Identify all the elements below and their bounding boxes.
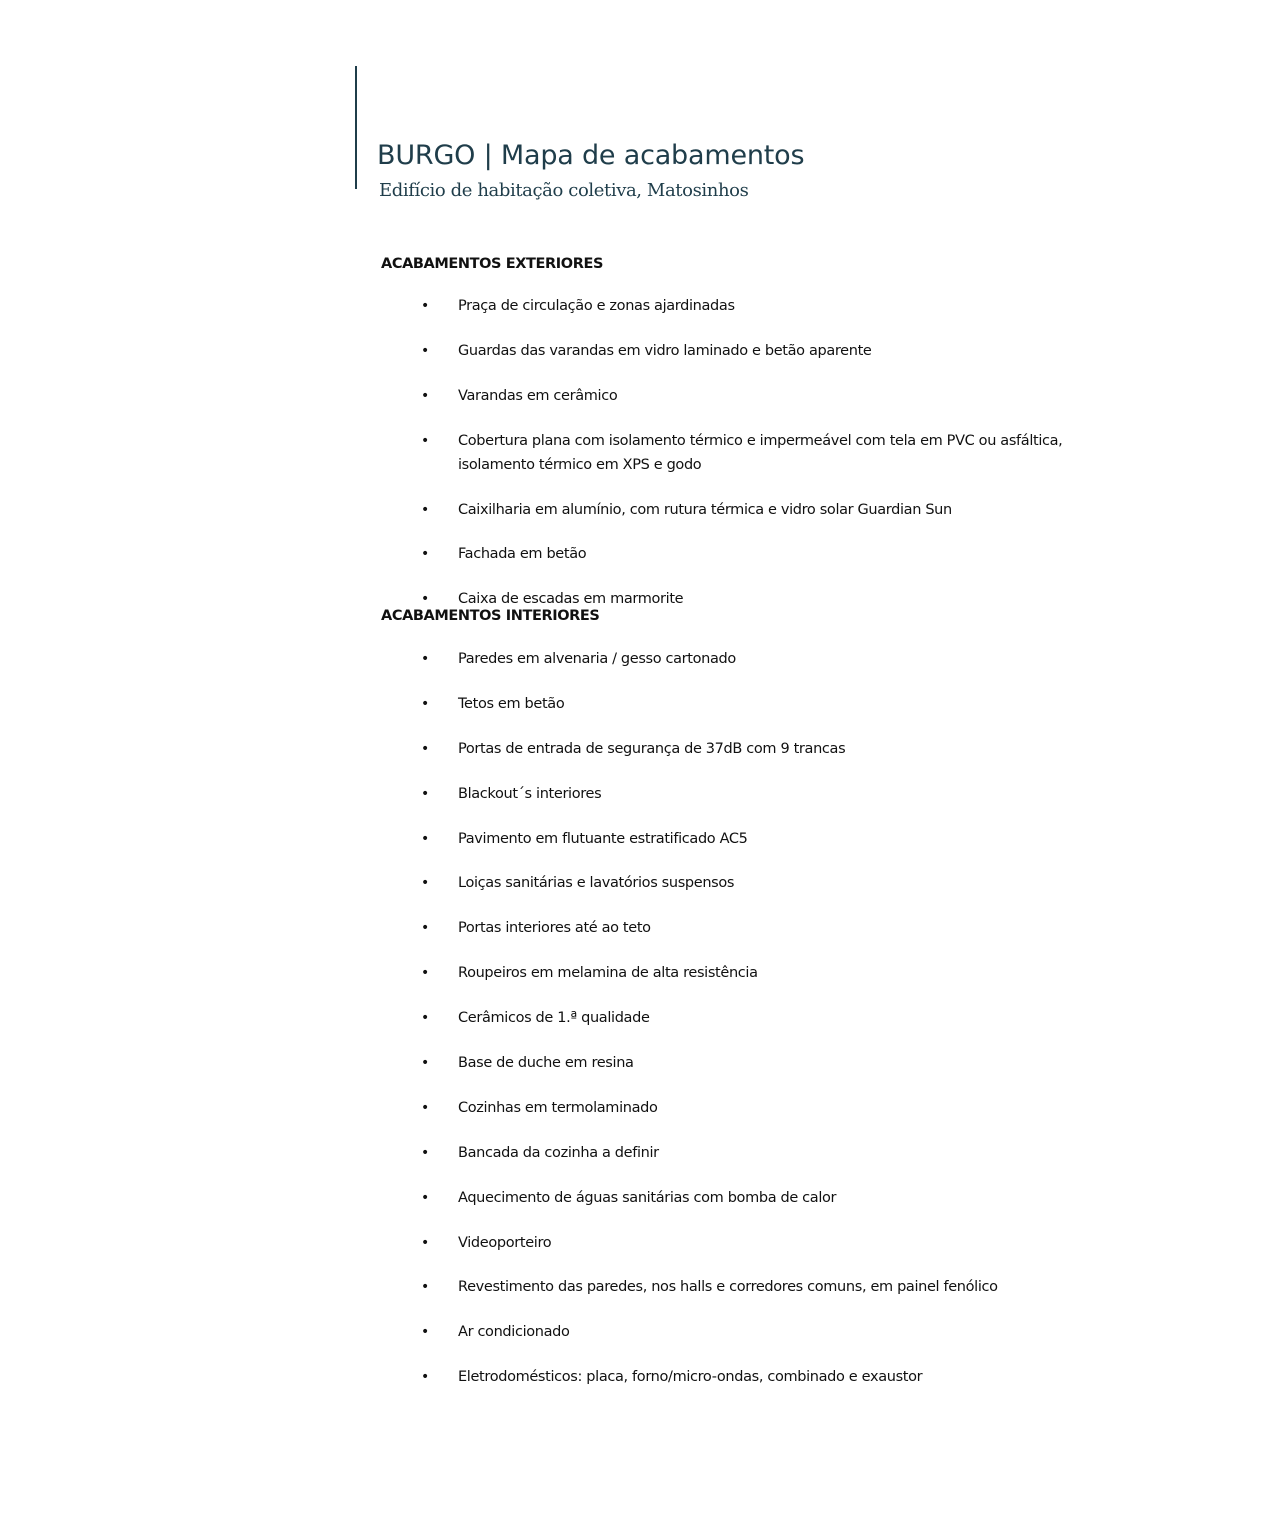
- list-item-text: Loiças sanitárias e lavatórios suspensos: [458, 875, 735, 892]
- list-item-text: Aquecimento de águas sanitárias com bomba de calor: [458, 1189, 837, 1206]
- exterior-finishes-section: [381, 254, 1101, 611]
- bullet-icon: •: [421, 651, 429, 667]
- list-item-text: Portas interiores até ao teto: [458, 920, 651, 937]
- list-item-text: Caixilharia em alumínio, com rutura térmica e vidro solar Guardian Sun: [458, 501, 952, 518]
- list-item: [381, 782, 1101, 806]
- list-item-text: Fachada em betão: [458, 546, 587, 563]
- list-item-text: Portas de entrada de segurança de 37dB com 9 trancas: [458, 740, 846, 757]
- list-item-text: Bancada da cozinha a definir: [458, 1144, 659, 1161]
- title-accent-rule: [355, 66, 357, 189]
- bullet-icon: •: [421, 965, 429, 982]
- interior-finishes-section: [381, 606, 1101, 1389]
- bullet-icon: •: [421, 740, 429, 757]
- list-item: [381, 827, 1101, 851]
- bullet-icon: •: [421, 591, 429, 608]
- list-item: [381, 1231, 1101, 1255]
- bullet-icon: •: [421, 695, 429, 712]
- list-item: [381, 1051, 1101, 1075]
- bullet-icon: •: [421, 1144, 429, 1161]
- list-item-text: Cobertura plana com isolamento térmico e impermeável com tela em PVC ou asfáltica, isolamento térmico em XPS e godo: [458, 432, 1063, 473]
- bullet-icon: •: [421, 1055, 429, 1072]
- list-item: [381, 498, 1101, 522]
- list-item: [381, 1096, 1101, 1120]
- list-item: [381, 1186, 1101, 1210]
- list-item: [381, 1365, 1101, 1389]
- document-title: BURGO | Mapa de acabamentos: [377, 140, 805, 171]
- bullet-icon: •: [421, 1324, 429, 1341]
- list-item-text: Caixa de escadas em marmorite: [458, 591, 684, 608]
- list-item-text: Roupeiros em melamina de alta resistência: [458, 965, 758, 982]
- bullet-icon: •: [421, 298, 429, 314]
- list-item: [381, 1141, 1101, 1165]
- list-item-text: Praça de circulação e zonas ajardinadas: [458, 298, 735, 314]
- list-item: [381, 692, 1101, 716]
- list-item: [381, 647, 1101, 671]
- list-item: [381, 339, 1101, 363]
- bullet-icon: •: [421, 920, 429, 937]
- list-item-text: Cozinhas em termolaminado: [458, 1099, 658, 1116]
- bullet-icon: •: [421, 830, 429, 847]
- list-item: [381, 1006, 1101, 1030]
- bullet-icon: •: [421, 1369, 429, 1386]
- bullet-icon: •: [421, 1279, 429, 1296]
- list-item-text: Tetos em betão: [458, 695, 565, 712]
- list-item-text: Pavimento em flutuante estratificado AC5: [458, 830, 748, 847]
- list-item-text: Guardas das varandas em vidro laminado e betão aparente: [458, 342, 872, 359]
- list-item: [381, 737, 1101, 761]
- bullet-icon: •: [421, 1189, 429, 1206]
- list-item-text: Ar condicionado: [458, 1324, 570, 1341]
- list-item: [381, 429, 1101, 477]
- list-item-text: Cerâmicos de 1.ª qualidade: [458, 1010, 650, 1027]
- list-item: [381, 916, 1101, 940]
- list-item-text: Videoporteiro: [458, 1234, 552, 1251]
- document-subtitle: Edifício de habitação coletiva, Matosinhos: [379, 180, 749, 201]
- bullet-icon: •: [421, 1010, 429, 1027]
- bullet-icon: •: [421, 875, 429, 892]
- bullet-icon: •: [421, 785, 429, 802]
- bullet-icon: •: [421, 546, 429, 563]
- bullet-icon: •: [421, 1099, 429, 1116]
- list-item: [381, 1275, 1101, 1299]
- exterior-finishes-heading: ACABAMENTOS EXTERIORES: [381, 256, 604, 272]
- list-item-text: Revestimento das paredes, nos halls e corredores comuns, em painel fenólico: [458, 1279, 998, 1296]
- list-item: [381, 871, 1101, 895]
- list-item: [381, 1320, 1101, 1344]
- exterior-finishes-list: [381, 294, 1101, 611]
- bullet-icon: •: [421, 1234, 429, 1251]
- list-item: [381, 294, 1101, 318]
- list-item-text: Base de duche em resina: [458, 1055, 634, 1072]
- bullet-icon: •: [421, 432, 429, 449]
- interior-finishes-heading: ACABAMENTOS INTERIORES: [381, 608, 600, 624]
- list-item: [381, 384, 1101, 408]
- bullet-icon: •: [421, 342, 429, 359]
- list-item-text: Blackout´s interiores: [458, 785, 602, 802]
- interior-finishes-list: [381, 647, 1101, 1389]
- list-item-text: Varandas em cerâmico: [458, 387, 618, 404]
- bullet-icon: •: [421, 501, 429, 518]
- list-item-text: Eletrodomésticos: placa, forno/micro-ondas, combinado e exaustor: [458, 1369, 923, 1386]
- bullet-icon: •: [421, 387, 429, 404]
- list-item: [381, 961, 1101, 985]
- list-item: [381, 542, 1101, 566]
- list-item-text: Paredes em alvenaria / gesso cartonado: [458, 651, 736, 667]
